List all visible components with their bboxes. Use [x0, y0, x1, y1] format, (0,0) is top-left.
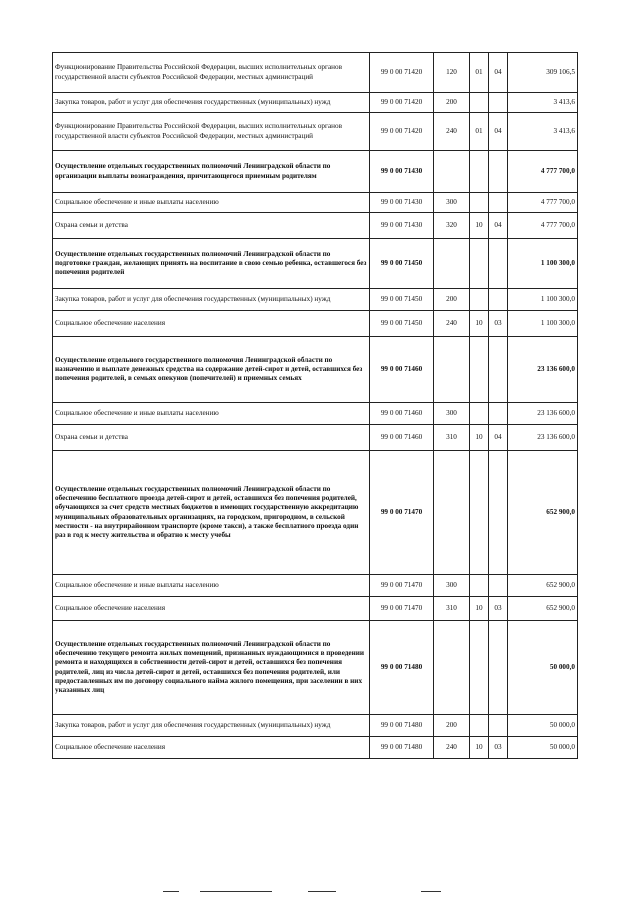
table-row	[53, 425, 578, 451]
row-amount: 4 777 700,0	[508, 193, 578, 213]
row-expense-type: 240	[434, 737, 470, 759]
table-row	[53, 213, 578, 239]
row-section	[470, 337, 489, 403]
row-amount: 4 777 700,0	[508, 213, 578, 239]
footer-line	[163, 891, 179, 892]
row-expense-type: 200	[434, 289, 470, 311]
table-row	[53, 151, 578, 193]
row-amount: 1 100 300,0	[508, 239, 578, 289]
row-name: Социальное обеспечение и иные выплаты населению	[53, 193, 370, 213]
row-name: Охрана семьи и детства	[53, 425, 370, 451]
table-row	[53, 337, 578, 403]
row-name: Охрана семьи и детства	[53, 213, 370, 239]
row-amount: 1 100 300,0	[508, 289, 578, 311]
row-subsection	[489, 151, 508, 193]
row-section: 10	[470, 213, 489, 239]
row-expense-type: 200	[434, 93, 470, 113]
footer-scan-lines	[0, 888, 639, 898]
row-amount: 1 100 300,0	[508, 311, 578, 337]
row-name: Осуществление отдельных государственных полномочий Ленинградской области по организации выплаты вознаграждения, причитающегося приемным родителям	[53, 151, 370, 193]
row-subsection	[489, 289, 508, 311]
row-amount: 3 413,6	[508, 113, 578, 151]
row-code: 99 0 00 71450	[370, 289, 434, 311]
row-code: 99 0 00 71480	[370, 621, 434, 715]
row-amount: 50 000,0	[508, 715, 578, 737]
budget-table-body	[53, 53, 578, 759]
row-section	[470, 451, 489, 575]
table-row	[53, 113, 578, 151]
row-code: 99 0 00 71450	[370, 311, 434, 337]
row-name: Закупка товаров, работ и услуг для обеспечения государственных (муниципальных) нужд	[53, 289, 370, 311]
row-name: Осуществление отдельных государственных полномочий Ленинградской области по обеспечению текущего ремонта жилых помещений, признанных нуждающимися в проведении ремонта и находящихся в собственности детей-сирот и детей, оставшихся без попечения родителей, лиц из числа детей-сирот и детей, оставшихся без попечения родителей, или предоставленных им по договору социального найма жилого помещения, при заселении в них указанных лиц	[53, 621, 370, 715]
footer-line	[200, 891, 272, 892]
row-subsection	[489, 93, 508, 113]
row-name: Социальное обеспечение населения	[53, 597, 370, 621]
row-section	[470, 93, 489, 113]
row-code: 99 0 00 71460	[370, 403, 434, 425]
row-subsection	[489, 621, 508, 715]
row-code: 99 0 00 71460	[370, 425, 434, 451]
row-subsection	[489, 451, 508, 575]
row-amount: 23 136 600,0	[508, 337, 578, 403]
row-subsection: 04	[489, 425, 508, 451]
table-row	[53, 715, 578, 737]
row-code: 99 0 00 71420	[370, 113, 434, 151]
row-section	[470, 403, 489, 425]
row-code: 99 0 00 71430	[370, 151, 434, 193]
row-section	[470, 193, 489, 213]
row-name: Социальное обеспечение населения	[53, 737, 370, 759]
row-name: Закупка товаров, работ и услуг для обеспечения государственных (муниципальных) нужд	[53, 93, 370, 113]
row-code: 99 0 00 71420	[370, 53, 434, 93]
row-section	[470, 289, 489, 311]
row-section: 01	[470, 113, 489, 151]
row-section: 10	[470, 425, 489, 451]
row-section: 10	[470, 597, 489, 621]
row-expense-type	[434, 451, 470, 575]
row-amount: 50 000,0	[508, 737, 578, 759]
row-code: 99 0 00 71470	[370, 575, 434, 597]
row-section: 10	[470, 737, 489, 759]
row-subsection	[489, 715, 508, 737]
row-code: 99 0 00 71480	[370, 715, 434, 737]
footer-line	[421, 891, 441, 892]
table-row	[53, 451, 578, 575]
table-row	[53, 193, 578, 213]
row-subsection	[489, 239, 508, 289]
row-code: 99 0 00 71480	[370, 737, 434, 759]
row-expense-type: 300	[434, 403, 470, 425]
row-code: 99 0 00 71420	[370, 93, 434, 113]
row-amount: 50 000,0	[508, 621, 578, 715]
row-expense-type	[434, 239, 470, 289]
row-expense-type	[434, 337, 470, 403]
table-row	[53, 239, 578, 289]
row-section	[470, 575, 489, 597]
row-subsection	[489, 337, 508, 403]
row-amount: 652 900,0	[508, 575, 578, 597]
row-amount: 4 777 700,0	[508, 151, 578, 193]
row-expense-type: 300	[434, 575, 470, 597]
row-section: 10	[470, 311, 489, 337]
row-section	[470, 151, 489, 193]
row-section	[470, 715, 489, 737]
row-subsection: 03	[489, 597, 508, 621]
row-amount: 309 106,5	[508, 53, 578, 93]
row-code: 99 0 00 71430	[370, 213, 434, 239]
row-section	[470, 239, 489, 289]
row-section: 01	[470, 53, 489, 93]
row-expense-type	[434, 151, 470, 193]
row-amount: 3 413,6	[508, 93, 578, 113]
row-expense-type	[434, 621, 470, 715]
table-row	[53, 737, 578, 759]
row-subsection: 03	[489, 311, 508, 337]
table-row	[53, 575, 578, 597]
row-code: 99 0 00 71470	[370, 451, 434, 575]
row-amount: 652 900,0	[508, 597, 578, 621]
table-row	[53, 597, 578, 621]
row-subsection: 04	[489, 53, 508, 93]
table-row	[53, 311, 578, 337]
row-name: Функционирование Правительства Российской Федерации, высших исполнительных органов государственной власти субъектов Российской Федерации, местных администраций	[53, 113, 370, 151]
row-expense-type: 320	[434, 213, 470, 239]
table-row	[53, 93, 578, 113]
row-expense-type: 240	[434, 311, 470, 337]
row-name: Функционирование Правительства Российской Федерации, высших исполнительных органов государственной власти субъектов Российской Федерации, местных администраций	[53, 53, 370, 93]
row-code: 99 0 00 71430	[370, 193, 434, 213]
footer-line	[308, 891, 336, 892]
row-name: Осуществление отдельного государственного полномочия Ленинградской области по назначению и выплате денежных средства на содержание детей-сирот и детей, оставшихся без попечения родителей, в семьях опекунов (попечителей) и приемных семьях	[53, 337, 370, 403]
row-section	[470, 621, 489, 715]
table-row	[53, 53, 578, 93]
row-amount: 23 136 600,0	[508, 425, 578, 451]
row-name: Социальное обеспечение населения	[53, 311, 370, 337]
row-expense-type: 310	[434, 425, 470, 451]
row-expense-type: 240	[434, 113, 470, 151]
row-name: Осуществление отдельных государственных полномочий Ленинградской области по обеспечению бесплатного проезда детей-сирот и детей, оставшихся без попечения родителей, обучающихся за счет средств местных бюджетов в имеющих государственную аккредитацию муниципальных образовательных организациях, на городском, пригородном, в сельской местности - на внутрирайонном транспорте (кроме такси), а также бесплатного проезда один раз в год к месту жительства и обратно к месту учебы	[53, 451, 370, 575]
row-subsection	[489, 403, 508, 425]
row-subsection: 03	[489, 737, 508, 759]
row-amount: 23 136 600,0	[508, 403, 578, 425]
row-expense-type: 300	[434, 193, 470, 213]
table-row	[53, 403, 578, 425]
row-expense-type: 310	[434, 597, 470, 621]
table-row	[53, 621, 578, 715]
row-code: 99 0 00 71450	[370, 239, 434, 289]
row-expense-type: 120	[434, 53, 470, 93]
row-code: 99 0 00 71460	[370, 337, 434, 403]
row-subsection	[489, 193, 508, 213]
budget-table	[52, 52, 578, 759]
row-name: Социальное обеспечение и иные выплаты населению	[53, 403, 370, 425]
row-subsection	[489, 575, 508, 597]
row-subsection: 04	[489, 213, 508, 239]
row-expense-type: 200	[434, 715, 470, 737]
row-name: Социальное обеспечение и иные выплаты населению	[53, 575, 370, 597]
row-amount: 652 900,0	[508, 451, 578, 575]
row-code: 99 0 00 71470	[370, 597, 434, 621]
row-subsection: 04	[489, 113, 508, 151]
table-row	[53, 289, 578, 311]
row-name: Осуществление отдельных государственных полномочий Ленинградской области по подготовке граждан, желающих принять на воспитание в свою семью ребенка, оставшегося без попечения родителей	[53, 239, 370, 289]
row-name: Закупка товаров, работ и услуг для обеспечения государственных (муниципальных) нужд	[53, 715, 370, 737]
